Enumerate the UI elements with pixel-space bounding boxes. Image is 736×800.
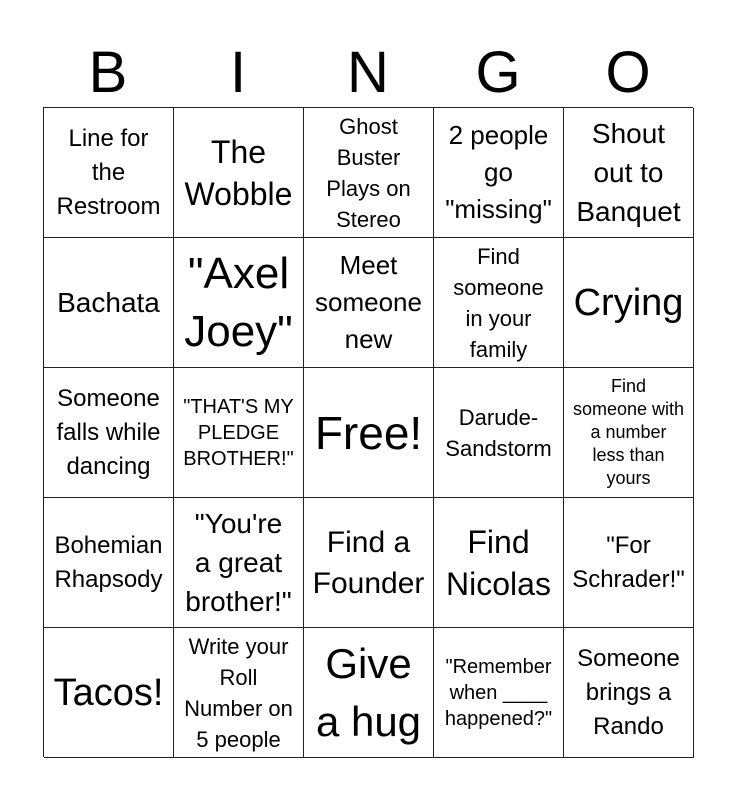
header-letter-n: N [347,40,389,105]
bingo-cell: 2 people go "missing" [434,108,564,238]
bingo-cell: "You're a great brother!" [174,498,304,628]
bingo-cell: Meet someone new [304,238,434,368]
bingo-cell: Find someone in your family [434,238,564,368]
bingo-cell: Line for the Restroom [44,108,174,238]
bingo-cell: The Wobble [174,108,304,238]
bingo-cell: "Remember when ____ happened?" [434,628,564,758]
bingo-cell: Shout out to Banquet [564,108,694,238]
bingo-cell: "For Schrader!" [564,498,694,628]
free-space: Free! [304,368,434,498]
bingo-header [43,40,693,106]
bingo-cell: "THAT'S MY PLEDGE BROTHER!" [174,368,304,498]
header-letter-o: O [605,40,651,105]
bingo-cell: Find Nicolas [434,498,564,628]
bingo-cell: Crying [564,238,694,368]
bingo-cell: Find a Founder [304,498,434,628]
bingo-grid [43,107,693,757]
bingo-cell: Someone falls while dancing [44,368,174,498]
header-letter-g: G [475,40,521,105]
bingo-cell: Write your Roll Number on 5 people [174,628,304,758]
bingo-cell: Tacos! [44,628,174,758]
bingo-cell: Ghost Buster Plays on Stereo [304,108,434,238]
bingo-cell: Find someone with a number less than yours [564,368,694,498]
bingo-cell: Someone brings a Rando [564,628,694,758]
bingo-cell: Bachata [44,238,174,368]
bingo-cell: Darude- Sandstorm [434,368,564,498]
header-letter-b: B [88,40,128,105]
bingo-cell: Bohemian Rhapsody [44,498,174,628]
bingo-cell: Give a hug [304,628,434,758]
header-letter-i: I [229,40,247,105]
bingo-cell: "Axel Joey" [174,238,304,368]
